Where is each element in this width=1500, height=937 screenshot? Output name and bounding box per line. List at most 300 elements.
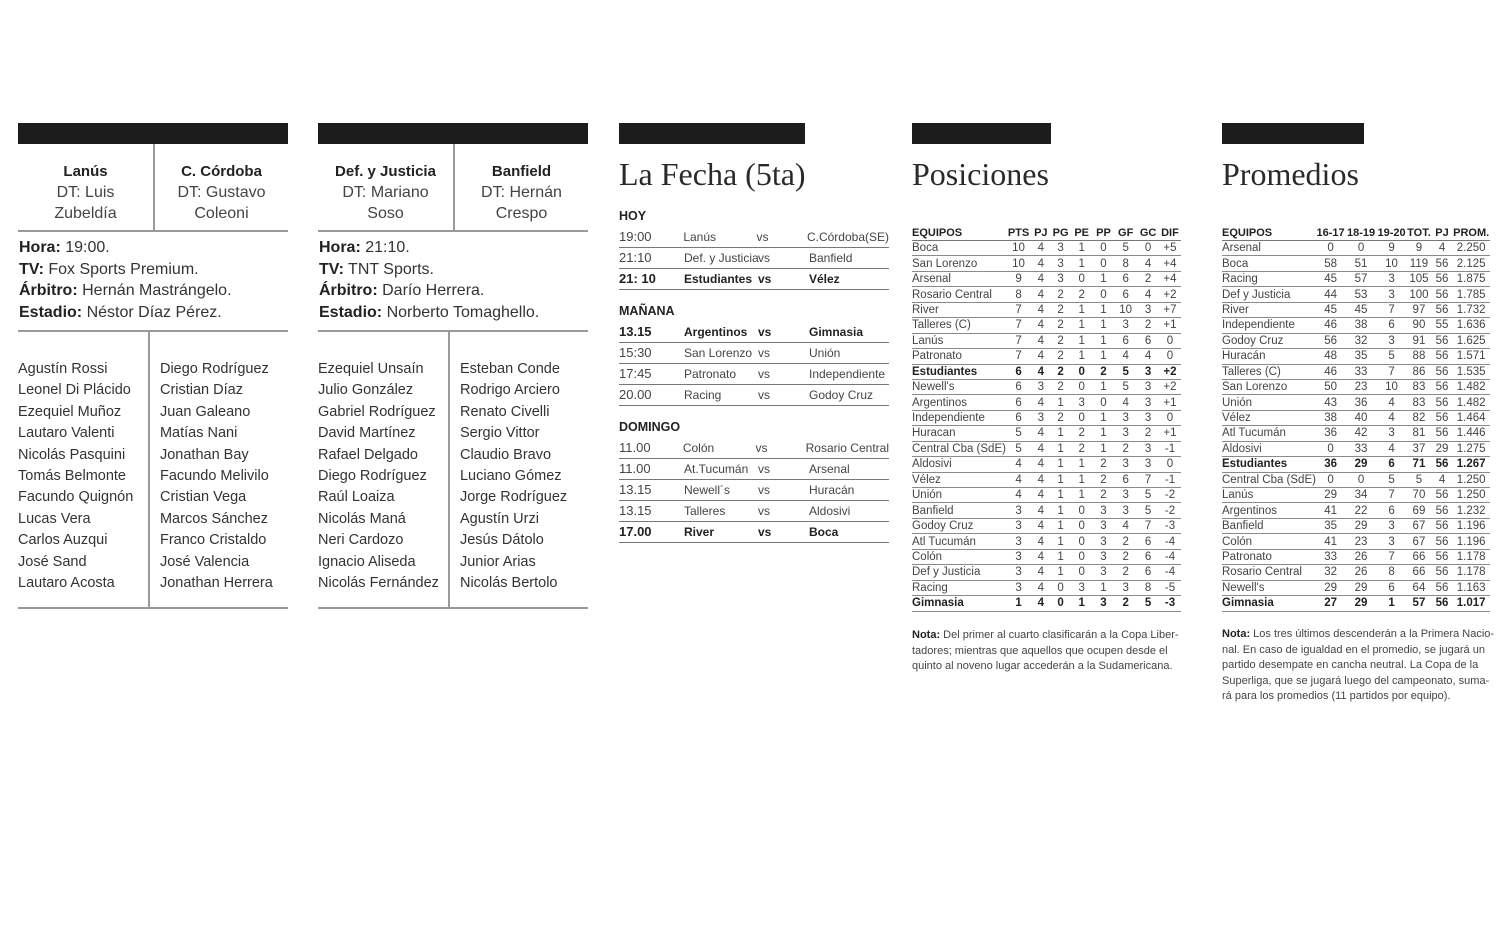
match-time: 11.00: [619, 440, 651, 455]
note-line: [1222, 627, 1497, 643]
stat-cell: 3: [1093, 565, 1114, 580]
stat-cell: 1: [1051, 518, 1071, 533]
stat-cell: 4: [1137, 287, 1159, 302]
stat-cell: 3: [1006, 518, 1031, 533]
stat-cell: 1: [1051, 472, 1071, 487]
stat-cell: 7: [1137, 518, 1159, 533]
column-header: 16-17: [1316, 226, 1345, 239]
player-name: Facundo Quignón: [18, 489, 134, 506]
column-header: PP: [1093, 225, 1114, 241]
stat-cell: 1: [1051, 395, 1071, 410]
home-team: Patronato: [684, 367, 737, 381]
stat-cell: 9: [1006, 271, 1031, 286]
stat-cell: 4: [1031, 395, 1051, 410]
stat-cell: 38: [1345, 318, 1377, 333]
stat-cell: 4: [1031, 457, 1051, 472]
stat-cell: 56: [1432, 549, 1453, 564]
stat-cell: 29: [1345, 518, 1377, 533]
stat-cell: -4: [1159, 534, 1181, 549]
stat-cell: 0: [1345, 241, 1377, 256]
stat-cell: 5: [1377, 349, 1406, 364]
standings-table: [912, 225, 1181, 612]
away-team: Gimnasia: [809, 325, 864, 339]
table-row: [1222, 241, 1490, 256]
stat-cell: 1: [1093, 441, 1114, 456]
team-name: River: [1222, 302, 1316, 317]
fixture-day-label: MAÑANA: [619, 304, 675, 318]
stat-cell: 3: [1137, 441, 1159, 456]
stat-cell: 6: [1377, 580, 1406, 595]
stat-cell: 45: [1316, 271, 1345, 286]
match-card-1: [18, 123, 288, 609]
player-name: Rodrigo Arciero: [459, 382, 560, 399]
home-team: River: [684, 525, 715, 539]
stat-cell: 0: [1316, 241, 1345, 256]
stat-cell: 32: [1345, 333, 1377, 348]
stat-cell: 29: [1345, 457, 1377, 472]
stat-cell: 0: [1071, 364, 1093, 379]
table-row: [1222, 379, 1490, 394]
team-name: Boca: [912, 241, 1006, 256]
table-row: [1222, 349, 1490, 364]
player-name: Jorge Rodríguez: [459, 489, 568, 506]
stat-cell: -1: [1159, 472, 1181, 487]
match-time: 13.15: [619, 482, 652, 497]
stat-cell: 4: [1377, 441, 1406, 456]
tv-value: TNT Sports.: [348, 260, 434, 278]
table-row: [1222, 287, 1490, 302]
player-name: Jesús Dátolo: [459, 532, 544, 549]
stat-cell: 0: [1051, 580, 1071, 595]
stat-cell: 69: [1406, 503, 1432, 518]
stat-cell: 1.196: [1452, 518, 1490, 533]
team-name: Rosario Central: [912, 287, 1006, 302]
fixture-row: [619, 501, 889, 522]
home-team: Lanús: [683, 230, 717, 244]
player-name: Leonel Di Plácido: [18, 382, 131, 399]
stat-cell: 2: [1137, 426, 1159, 441]
stat-cell: 1.178: [1452, 549, 1490, 564]
stat-cell: -3: [1159, 518, 1181, 533]
table-row: [1222, 302, 1490, 317]
stat-cell: -4: [1159, 565, 1181, 580]
player-name: Lautaro Acosta: [18, 575, 115, 592]
home-team: San Lorenzo: [684, 346, 753, 360]
player-name: Lautaro Valenti: [18, 425, 115, 442]
stat-cell: 0: [1159, 333, 1181, 348]
vs-label: vs: [758, 504, 770, 518]
match-time: 19:00: [619, 229, 652, 244]
stat-cell: 0: [1316, 472, 1345, 487]
player-name: Renato Civelli: [459, 403, 550, 420]
home-coach-line2: Soso: [367, 205, 404, 222]
player-name: José Valencia: [159, 553, 250, 570]
stat-cell: 29: [1432, 441, 1453, 456]
stat-cell: 1: [1071, 302, 1093, 317]
stat-cell: 66: [1406, 565, 1432, 580]
stat-cell: 1: [1051, 503, 1071, 518]
stat-cell: 29: [1316, 488, 1345, 503]
stat-cell: 45: [1316, 302, 1345, 317]
stat-cell: 45: [1345, 302, 1377, 317]
player-name: Junior Arias: [459, 553, 536, 570]
vs-label: vs: [755, 441, 768, 455]
player-name: Julio González: [318, 382, 414, 399]
stat-cell: 100: [1406, 287, 1432, 302]
column-header: 19-20: [1377, 226, 1406, 239]
stat-cell: 1.785: [1452, 287, 1490, 302]
away-coach-line1: DT: Hernán: [481, 184, 562, 201]
table-row: [912, 565, 1181, 580]
stat-cell: 4: [1031, 318, 1051, 333]
team-name: Aldosivi: [1222, 441, 1316, 456]
stat-cell: 56: [1432, 287, 1453, 302]
stat-cell: 7: [1006, 318, 1031, 333]
table-header-row: [912, 225, 1181, 241]
stat-cell: 56: [1432, 302, 1453, 317]
stat-cell: 46: [1316, 364, 1345, 379]
column-header: PG: [1051, 225, 1071, 241]
stat-cell: 29: [1345, 580, 1377, 595]
stat-cell: 6: [1137, 549, 1159, 564]
stat-cell: 38: [1316, 410, 1345, 425]
table-row: [912, 379, 1181, 394]
averages-note: [1222, 627, 1497, 705]
stat-cell: 55: [1432, 318, 1453, 333]
player-name: Ezequiel Unsaín: [318, 361, 424, 377]
table-row: [1222, 410, 1490, 425]
table-row: [1222, 318, 1490, 333]
stat-cell: 2: [1093, 488, 1114, 503]
stat-cell: 1.196: [1452, 534, 1490, 549]
stat-cell: 1: [1093, 302, 1114, 317]
stat-cell: 3: [1377, 271, 1406, 286]
player-name: Nicolás Fernández: [318, 575, 439, 592]
team-name: Independiente: [912, 410, 1006, 425]
stat-cell: 0: [1345, 472, 1377, 487]
home-team: Colón: [682, 441, 715, 455]
stat-cell: 6: [1137, 333, 1159, 348]
stat-cell: 33: [1316, 549, 1345, 564]
stat-cell: 0: [1071, 534, 1093, 549]
team-name: Argentinos: [912, 395, 1006, 410]
table-row: [1222, 364, 1490, 379]
table-row: [1222, 395, 1490, 410]
stat-cell: +2: [1159, 287, 1181, 302]
home-team-name: Lanús: [63, 163, 108, 180]
stat-cell: 0: [1093, 241, 1114, 256]
team-name: Estudiantes: [1222, 457, 1316, 472]
stat-cell: 3: [1006, 503, 1031, 518]
stat-cell: 0: [1071, 379, 1093, 394]
stat-cell: 4: [1031, 503, 1051, 518]
player-name: Agustín Rossi: [18, 361, 108, 377]
stat-cell: 56: [1432, 488, 1453, 503]
stat-cell: 4: [1031, 488, 1051, 503]
away-team: [453, 144, 588, 230]
stat-cell: 2: [1114, 549, 1137, 564]
stat-cell: 1.482: [1452, 395, 1490, 410]
home-team: [318, 144, 453, 230]
stat-cell: 56: [1432, 426, 1453, 441]
stat-cell: +2: [1159, 379, 1181, 394]
stat-cell: 56: [1432, 518, 1453, 533]
stat-cell: 83: [1406, 379, 1432, 394]
stat-cell: 3: [1137, 379, 1159, 394]
home-team: Argentinos: [684, 325, 748, 339]
table-row: [1222, 457, 1490, 472]
stat-cell: 1: [1071, 472, 1093, 487]
stat-cell: 43: [1316, 395, 1345, 410]
table-row: [1222, 534, 1490, 549]
stat-cell: 3: [1114, 318, 1137, 333]
table-row: [912, 426, 1181, 441]
team-name: San Lorenzo: [912, 256, 1006, 271]
stat-cell: 0: [1316, 441, 1345, 456]
stat-cell: 3: [1093, 596, 1114, 611]
standings-note: [912, 628, 1187, 675]
stat-cell: 6: [1377, 503, 1406, 518]
fixture-row: [619, 459, 889, 480]
home-lineup: [318, 332, 448, 607]
stat-cell: 64: [1406, 580, 1432, 595]
stat-cell: 5: [1137, 488, 1159, 503]
stat-cell: 0: [1159, 349, 1181, 364]
away-coach-line1: DT: Gustavo: [177, 184, 266, 201]
referee-label: Árbitro:: [19, 282, 78, 299]
time-label: Hora:: [319, 239, 361, 256]
promedios-header-bar: [1222, 123, 1364, 144]
stat-cell: 1.625: [1452, 333, 1490, 348]
home-team: Newell´s: [684, 483, 731, 497]
promedios-title: Promedios: [1222, 156, 1359, 192]
stat-cell: 3: [1093, 549, 1114, 564]
away-team: C.Córdoba(SE): [806, 230, 889, 244]
stat-cell: 2.250: [1452, 241, 1490, 256]
stat-cell: 7: [1006, 349, 1031, 364]
stat-cell: 1: [1093, 271, 1114, 286]
match-time: 17.00: [619, 524, 652, 539]
stat-cell: 46: [1316, 318, 1345, 333]
stat-cell: 2: [1137, 318, 1159, 333]
table-row: [1222, 518, 1490, 533]
column-header: PJ: [1031, 225, 1051, 241]
stat-cell: 4: [1031, 256, 1051, 271]
column-header: EQUIPOS: [1222, 225, 1316, 241]
table-row: [912, 534, 1181, 549]
match-time: 13.15: [619, 324, 652, 339]
team-name: Racing: [912, 580, 1006, 595]
match-time: [319, 237, 588, 259]
stat-cell: 1.875: [1452, 271, 1490, 286]
stat-cell: 2: [1051, 302, 1071, 317]
stat-cell: 0: [1093, 287, 1114, 302]
team-name: Huracán: [1222, 349, 1316, 364]
team-name: Vélez: [1222, 410, 1316, 425]
player-name: Nicolás Maná: [318, 510, 406, 527]
team-name: Rosario Central: [1222, 565, 1316, 580]
stat-cell: 4: [1114, 349, 1137, 364]
stat-cell: 56: [1316, 333, 1345, 348]
team-name: Lanús: [1222, 488, 1316, 503]
stat-cell: 4: [1031, 271, 1051, 286]
stat-cell: 1.482: [1452, 379, 1490, 394]
table-row: [912, 549, 1181, 564]
team-name: Lanús: [912, 333, 1006, 348]
stat-cell: 56: [1432, 565, 1453, 580]
vs-label: vs: [758, 367, 770, 381]
stat-cell: 3: [1031, 410, 1051, 425]
stat-cell: 2: [1051, 410, 1071, 425]
stat-cell: 48: [1316, 349, 1345, 364]
stat-cell: 4: [1432, 241, 1453, 256]
stat-cell: 1: [1071, 241, 1093, 256]
stat-cell: +1: [1159, 426, 1181, 441]
team-name: Colón: [1222, 534, 1316, 549]
stat-cell: 36: [1345, 395, 1377, 410]
stat-cell: 10: [1006, 241, 1031, 256]
stat-cell: 3: [1114, 488, 1137, 503]
stat-cell: 41: [1316, 503, 1345, 518]
averages-table: [1222, 225, 1490, 612]
table-row: [912, 256, 1181, 271]
team-name: Banfield: [912, 503, 1006, 518]
match-time: [19, 237, 288, 259]
player-name: Neri Cardozo: [318, 532, 404, 549]
note-text: Los tres últimos descenderán a la Primera Nacio-: [1250, 628, 1495, 640]
stat-cell: 1.232: [1452, 503, 1490, 518]
stadium-label: Estadio:: [19, 303, 83, 321]
home-coach-line2: Zubeldía: [54, 205, 117, 222]
stat-cell: -4: [1159, 549, 1181, 564]
stat-cell: 4: [1031, 333, 1051, 348]
column-header: PE: [1071, 225, 1093, 241]
note-text: rá para los promedios (11 partidos por equipo).: [1222, 690, 1451, 702]
team-name: River: [912, 302, 1006, 317]
stat-cell: 81: [1406, 426, 1432, 441]
column-header: GC: [1137, 225, 1159, 241]
tv-label: TV:: [19, 260, 44, 278]
stat-cell: 2: [1137, 271, 1159, 286]
team-name: Newell's: [912, 379, 1006, 394]
stat-cell: 1.571: [1452, 349, 1490, 364]
stat-cell: 8: [1377, 565, 1406, 580]
stat-cell: 5: [1114, 241, 1137, 256]
stat-cell: 1.178: [1452, 565, 1490, 580]
stat-cell: 5: [1006, 426, 1031, 441]
team-name: Atl Tucumán: [912, 534, 1006, 549]
stat-cell: 3: [1137, 395, 1159, 410]
stat-cell: 1: [1071, 457, 1093, 472]
away-lineup: [448, 332, 588, 607]
stat-cell: 3: [1093, 503, 1114, 518]
team-name: Patronato: [912, 349, 1006, 364]
away-team: Vélez: [809, 272, 840, 286]
stat-cell: 2: [1114, 441, 1137, 456]
stat-cell: 56: [1432, 580, 1453, 595]
fixture-row: [619, 480, 889, 501]
stat-cell: 22: [1345, 503, 1377, 518]
time-value: 21:10.: [365, 239, 410, 256]
stat-cell: 53: [1345, 287, 1377, 302]
player-name: Tomás Belmonte: [18, 468, 126, 485]
stat-cell: +1: [1159, 318, 1181, 333]
home-team: [18, 144, 153, 230]
note-line: [912, 644, 1187, 660]
stat-cell: 1: [1071, 349, 1093, 364]
home-team-name: Def. y Justicia: [335, 163, 436, 180]
away-team: Godoy Cruz: [809, 388, 874, 402]
match-time: 15:30: [619, 345, 652, 360]
stat-cell: 2: [1051, 318, 1071, 333]
table-row: [912, 410, 1181, 425]
note-line: [912, 659, 1187, 675]
stat-cell: 2.125: [1452, 256, 1490, 271]
stat-cell: 0: [1159, 457, 1181, 472]
stat-cell: 2: [1114, 534, 1137, 549]
stat-cell: 119: [1406, 256, 1432, 271]
vs-label: vs: [758, 325, 772, 339]
stat-cell: 9: [1377, 241, 1406, 256]
table-row: [912, 518, 1181, 533]
lineups: [18, 332, 288, 609]
stat-cell: 2: [1051, 379, 1071, 394]
referee-label: Árbitro:: [319, 282, 378, 299]
match-referee: [319, 280, 588, 302]
stat-cell: 3: [1114, 426, 1137, 441]
stat-cell: 1: [1071, 318, 1093, 333]
stat-cell: 3: [1006, 549, 1031, 564]
stat-cell: 40: [1345, 410, 1377, 425]
stat-cell: 56: [1432, 395, 1453, 410]
stat-cell: 51: [1345, 256, 1377, 271]
stadium-value: Norberto Tomaghello.: [386, 303, 540, 321]
team-name: Huracan: [912, 426, 1006, 441]
stat-cell: 1.732: [1452, 302, 1490, 317]
stat-cell: 2: [1071, 441, 1093, 456]
stat-cell: 50: [1316, 379, 1345, 394]
fixture-row: [619, 364, 889, 385]
stat-cell: 6: [1006, 379, 1031, 394]
stat-cell: 71: [1406, 457, 1432, 472]
home-coach-line1: DT: Mariano: [342, 184, 429, 201]
stat-cell: 0: [1071, 549, 1093, 564]
stat-cell: 3: [1114, 410, 1137, 425]
stat-cell: 3: [1006, 565, 1031, 580]
away-coach-line2: Coleoni: [194, 205, 249, 222]
stat-cell: 2: [1071, 426, 1093, 441]
stat-cell: 3: [1377, 426, 1406, 441]
team-name: Banfield: [1222, 518, 1316, 533]
note-label: Nota:: [912, 629, 941, 641]
stat-cell: 2: [1093, 457, 1114, 472]
stat-cell: 5: [1114, 379, 1137, 394]
stat-cell: -5: [1159, 580, 1181, 595]
match-time: 21: 10: [619, 271, 656, 286]
stat-cell: 1: [1093, 318, 1114, 333]
posiciones-title: Posiciones: [912, 156, 1049, 192]
stat-cell: 6: [1377, 318, 1406, 333]
team-name: Unión: [1222, 395, 1316, 410]
stat-cell: 1.250: [1452, 488, 1490, 503]
stat-cell: 97: [1406, 302, 1432, 317]
stat-cell: 4: [1137, 256, 1159, 271]
stat-cell: 4: [1377, 395, 1406, 410]
team-name: Def y Justicia: [912, 565, 1006, 580]
stat-cell: 88: [1406, 349, 1432, 364]
stat-cell: +4: [1159, 256, 1181, 271]
stat-cell: 29: [1345, 596, 1377, 611]
